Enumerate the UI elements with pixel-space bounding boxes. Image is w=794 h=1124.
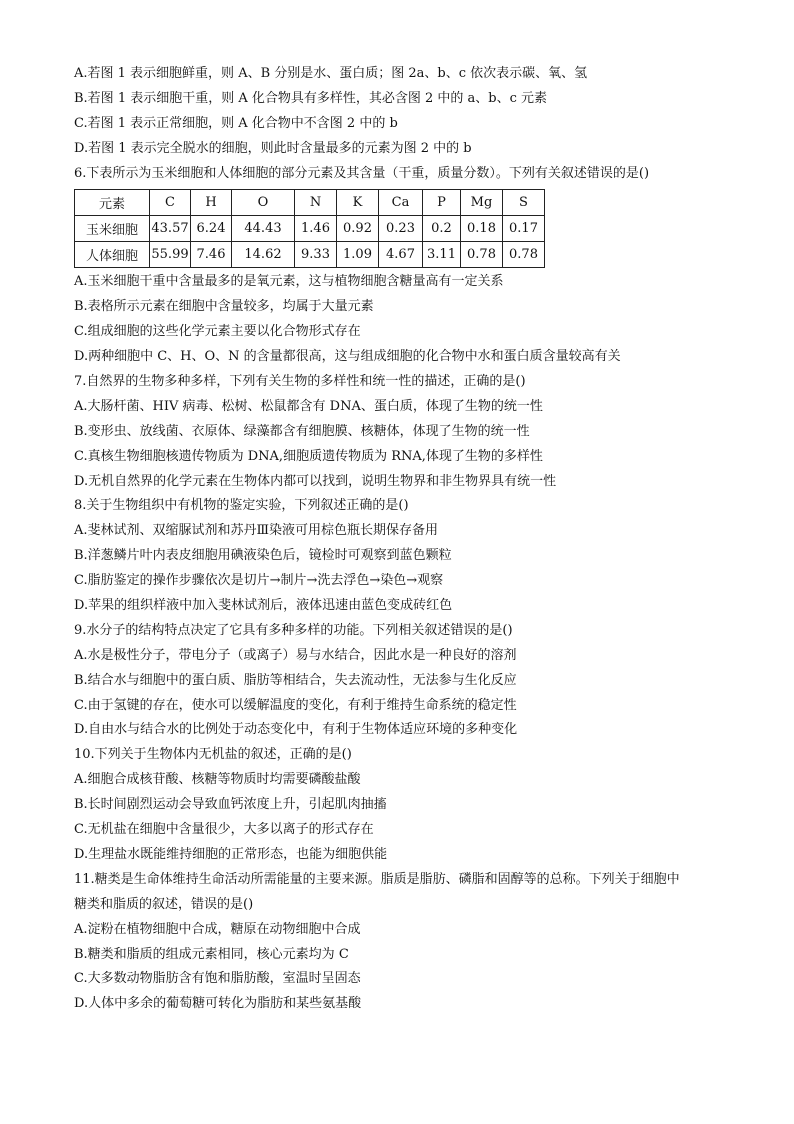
table-cell: 3.11 — [423, 242, 461, 268]
table-cell: 0.18 — [461, 216, 503, 242]
text-line: D.人体中多余的葡萄糖可转化为脂肪和某些氨基酸 — [74, 996, 362, 1012]
table-header-row — [75, 190, 545, 216]
text-line: D.生理盐水既能维持细胞的正常形态，也能为细胞供能 — [74, 846, 388, 862]
table-row — [75, 216, 545, 242]
table-cell: O — [232, 190, 295, 216]
table-cell: P — [423, 190, 461, 216]
table-cell: K — [337, 190, 379, 216]
table-cell: 44.43 — [232, 216, 295, 242]
document-page — [74, 62, 774, 1017]
table-cell: 4.67 — [379, 242, 423, 268]
text-line: C.由于氢键的存在，使水可以缓解温度的变化，有利于维持生命系统的稳定性 — [74, 697, 517, 713]
text-line: A.斐林试剂、双缩脲试剂和苏丹Ⅲ染液可用棕色瓶长期保存备用 — [74, 523, 439, 539]
table-cell: 0.92 — [337, 216, 379, 242]
text-line: B.表格所示元素在细胞中含量较多，均属于大量元素 — [74, 299, 374, 315]
table-row — [75, 242, 545, 268]
text-line: A.玉米细胞干重中含量最多的是氧元素，这与植物细胞含糖量高有一定关系 — [74, 274, 504, 290]
text-line: 7.自然界的生物多种多样，下列有关生物的多样性和统一性的描述，正确的是() — [74, 374, 526, 390]
text-line: B.长时间剧烈运动会导致血钙浓度上升，引起肌肉抽搐 — [74, 797, 387, 813]
text-line: 10.下列关于生物体内无机盐的叙述，正确的是() — [74, 747, 352, 763]
text-line: B.糖类和脂质的组成元素相同，核心元素均为 C — [74, 946, 349, 962]
row-header-cell: 人体细胞 — [75, 242, 150, 268]
table-cell: Mg — [461, 190, 503, 216]
table-cell: 14.62 — [232, 242, 295, 268]
text-line: D.若图 1 表示完全脱水的细胞，则此时含量最多的元素为图 2 中的 b — [74, 140, 472, 156]
text-line: C.组成细胞的这些化学元素主要以化合物形式存在 — [74, 324, 361, 340]
text-line: 9.水分子的结构特点决定了它具有多种多样的功能。下列相关叙述错误的是() — [74, 622, 513, 638]
text-line: 8.关于生物组织中有机物的鉴定实验，下列叙述正确的是() — [74, 498, 409, 514]
table-cell: Ca — [379, 190, 423, 216]
table-cell: S — [503, 190, 545, 216]
element-content-table — [74, 189, 545, 268]
text-line: B.洋葱鳞片叶内表皮细胞用碘液染色后，镜检时可观察到蓝色颗粒 — [74, 548, 452, 564]
text-line: C.脂肪鉴定的操作步骤依次是切片→制片→洗去浮色→染色→观察 — [74, 573, 444, 589]
text-line: C.真核生物细胞核遗传物质为 DNA,细胞质遗传物质为 RNA,体现了生物的多样性 — [74, 448, 543, 464]
table-cell: 0.78 — [461, 242, 503, 268]
table-cell: 1.09 — [337, 242, 379, 268]
text-line: B.结合水与细胞中的蛋白质、脂肪等相结合，失去流动性，无法参与生化反应 — [74, 672, 517, 688]
text-line: D.苹果的组织样液中加入斐林试剂后，液体迅速由蓝色变成砖红色 — [74, 598, 453, 614]
text-line: D.两种细胞中 C、H、O、N 的含量都很高，这与组成细胞的化合物中水和蛋白质含量较高有关 — [74, 349, 621, 365]
table-cell: 0.2 — [423, 216, 461, 242]
table-cell: 9.33 — [295, 242, 337, 268]
text-line: B.变形虫、放线菌、衣原体、绿藻都含有细胞膜、核糖体，体现了生物的统一性 — [74, 423, 530, 439]
table-cell: 6.24 — [191, 216, 232, 242]
table-cell: 7.46 — [191, 242, 232, 268]
row-header-cell: 元素 — [75, 190, 150, 216]
question-block-after-table — [74, 270, 774, 1017]
table-cell: 1.46 — [295, 216, 337, 242]
text-line: A.细胞合成核苷酸、核糖等物质时均需要磷酸盐酸 — [74, 772, 361, 788]
table-cell: 55.99 — [150, 242, 191, 268]
table-cell: C — [150, 190, 191, 216]
table-cell: 43.57 — [150, 216, 191, 242]
text-line: B.若图 1 表示细胞干重，则 A 化合物具有多样性，其必含图 2 中的 a、b、c 元素 — [74, 90, 548, 106]
table-cell: 0.78 — [503, 242, 545, 268]
text-line: C.若图 1 表示正常细胞，则 A 化合物中不含图 2 中的 b — [74, 115, 398, 131]
text-line: 11.糖类是生命体维持生命活动所需能量的主要来源。脂质是脂肪、磷脂和固醇等的总称。下列关于细胞中 — [74, 871, 680, 887]
table-cell: N — [295, 190, 337, 216]
text-line: 糖类和脂质的叙述，错误的是() — [74, 896, 254, 912]
table-cell: 0.17 — [503, 216, 545, 242]
text-line: C.大多数动物脂肪含有饱和脂肪酸，室温时呈固态 — [74, 971, 361, 987]
text-line: 6.下表所示为玉米细胞和人体细胞的部分元素及其含量（干重，质量分数）。下列有关叙述错误的是() — [74, 165, 650, 181]
text-line: A.水是极性分子，带电分子（或离子）易与水结合，因此水是一种良好的溶剂 — [74, 647, 517, 663]
table-cell: 0.23 — [379, 216, 423, 242]
table-cell: H — [191, 190, 232, 216]
question-block-before-table — [74, 62, 774, 186]
text-line: A.若图 1 表示细胞鲜重，则 A、B 分别是水、蛋白质；图 2a、b、c 依次表示碳、氧、氢 — [74, 66, 588, 81]
text-line: A.大肠杆菌、HIV 病毒、松树、松鼠都含有 DNA、蛋白质，体现了生物的统一性 — [74, 398, 543, 414]
text-line: D.自由水与结合水的比例处于动态变化中，有利于生物体适应环境的多种变化 — [74, 722, 518, 738]
row-header-cell: 玉米细胞 — [75, 216, 150, 242]
text-line: D.无机自然界的化学元素在生物体内都可以找到，说明生物界和非生物界具有统一性 — [74, 473, 557, 489]
text-line: A.淀粉在植物细胞中合成，糖原在动物细胞中合成 — [74, 921, 361, 937]
text-line: C.无机盐在细胞中含量很少，大多以离子的形式存在 — [74, 822, 374, 838]
